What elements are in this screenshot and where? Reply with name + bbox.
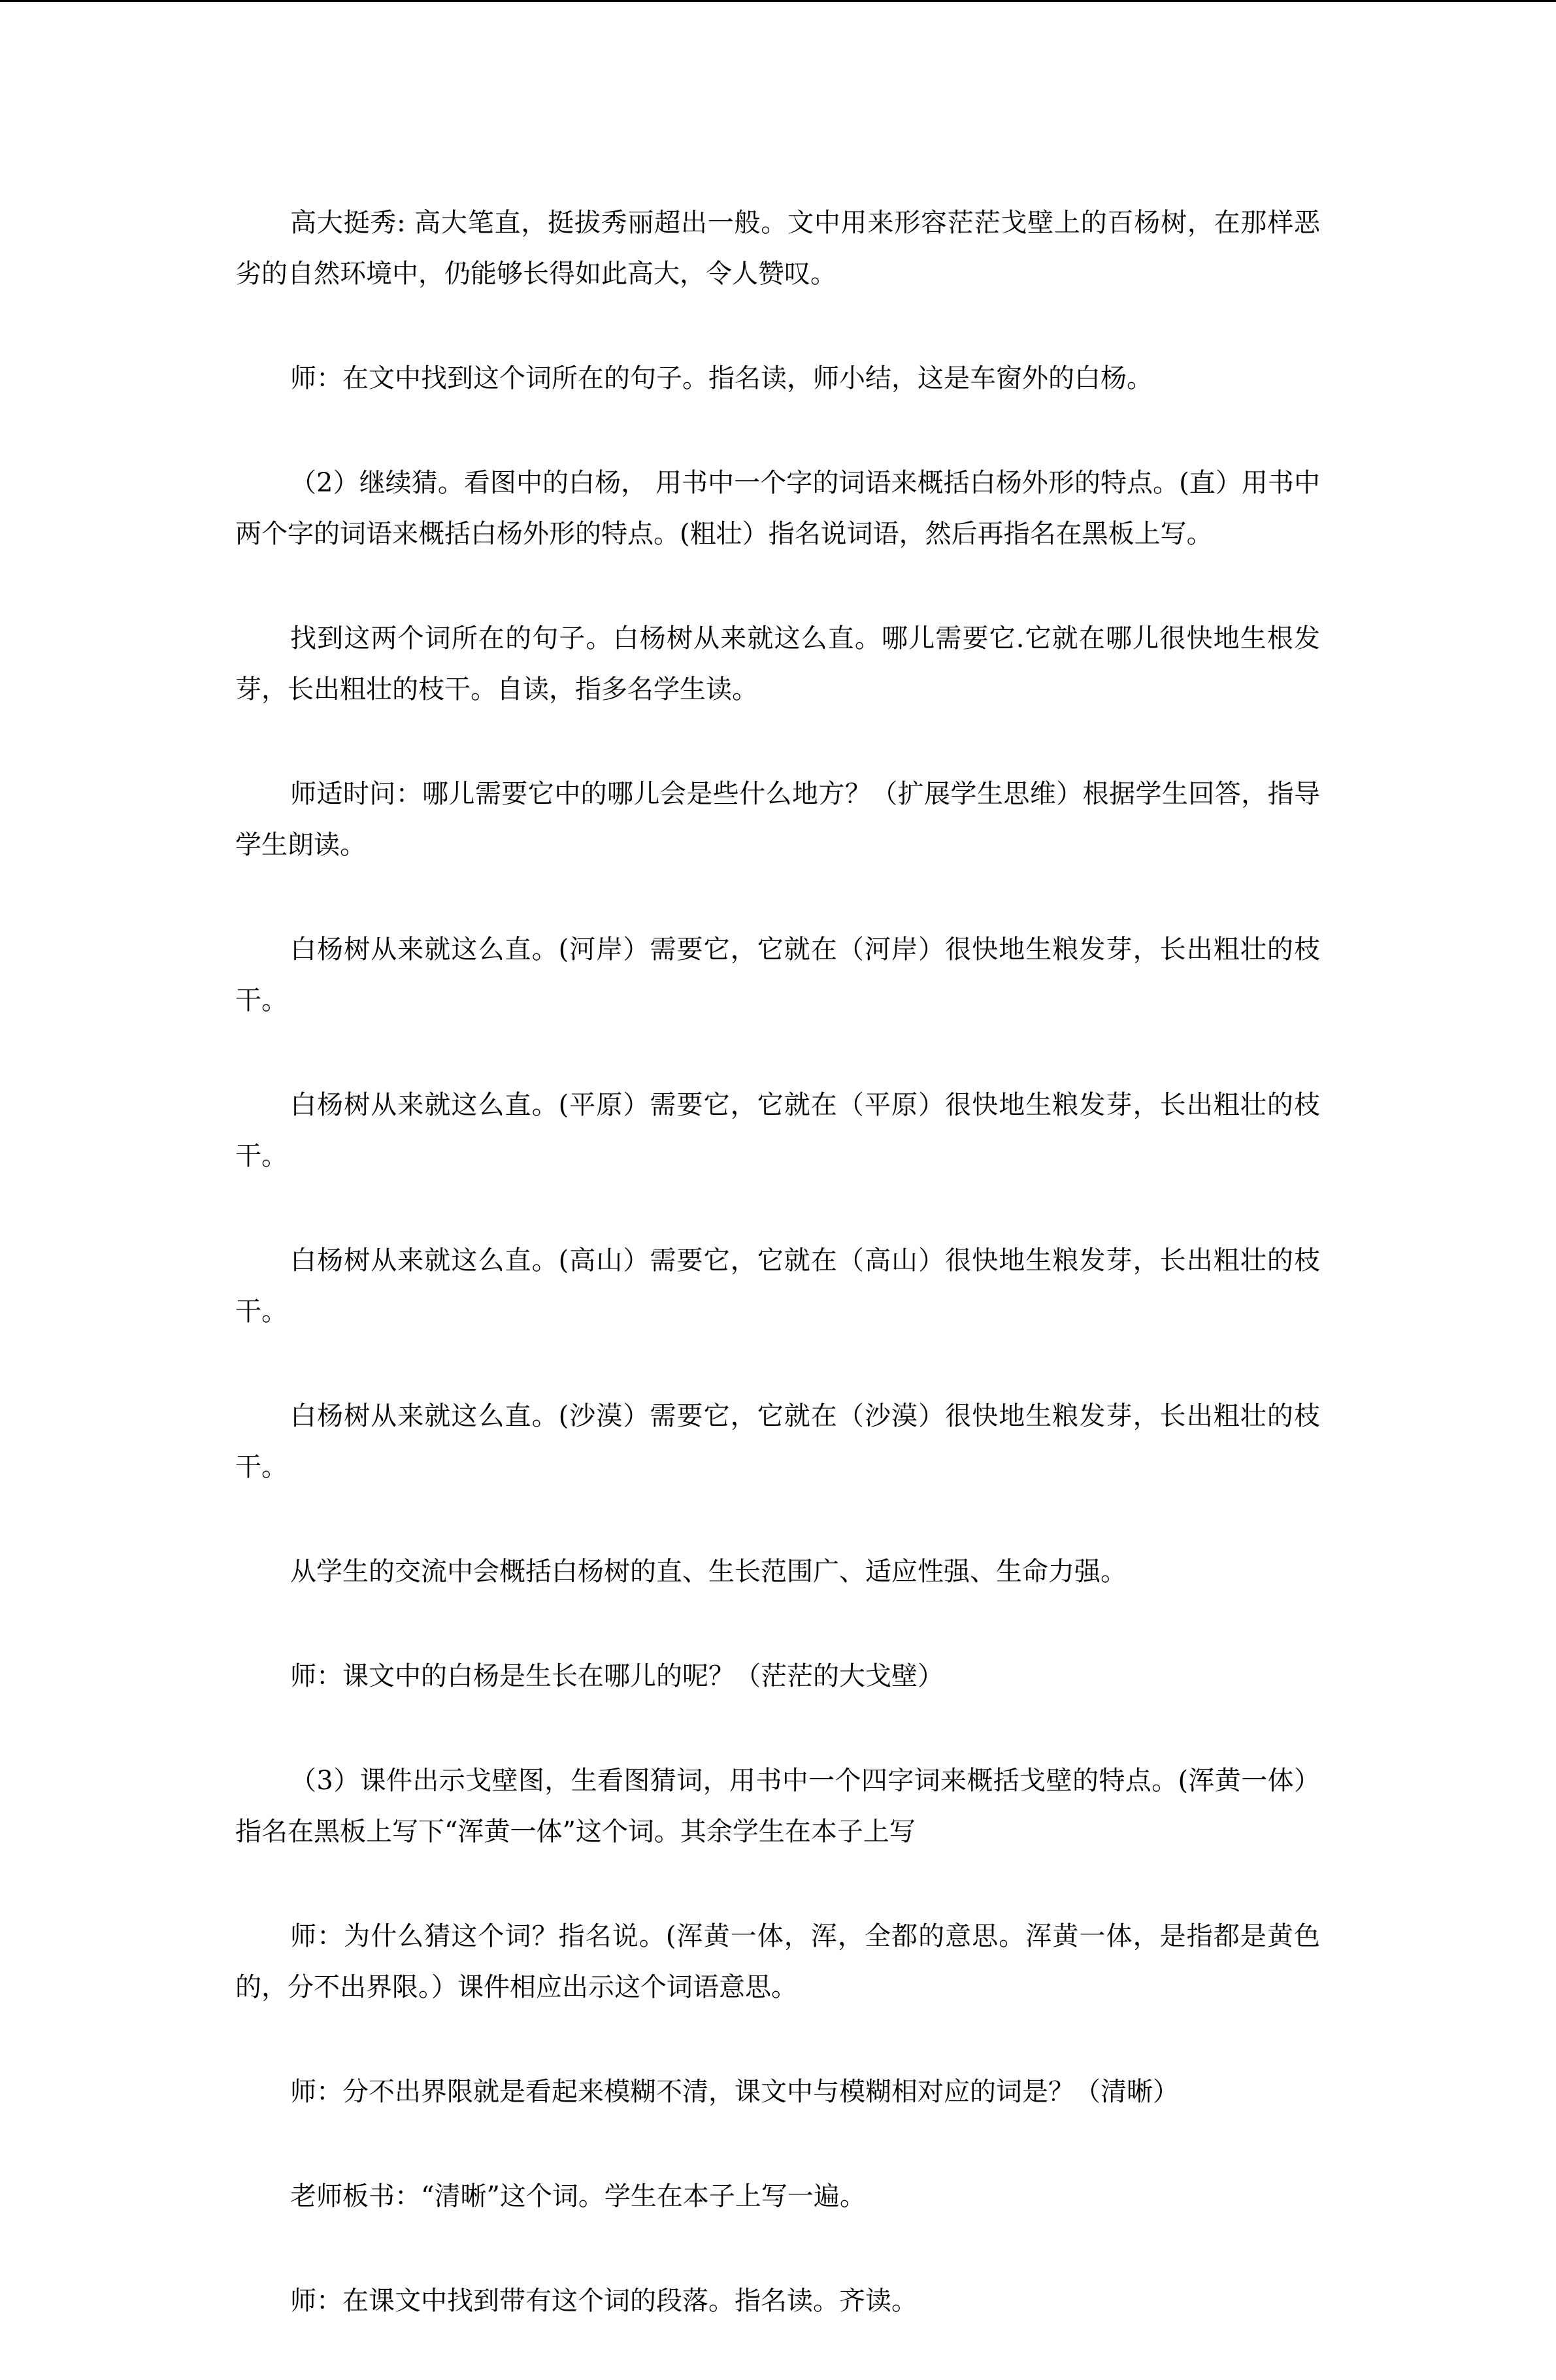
paragraph-blurry-opposite: 师：分不出界限就是看起来模糊不清，课文中与模糊相对应的词是？（清晰） [290,2077,1179,2107]
paragraph-find-paragraph: 师：在课文中找到带有这个词的段落。指名读。齐读。 [290,2286,918,2316]
page-top-border [0,0,1556,2]
paragraph-gaoda-tingxiu: 高大挺秀: 高大笔直，挺拔秀丽超出一般。文中用来形容茫茫戈壁上的百杨树，在那样恶劣的自然环境中，仍能够长得如此高大，令人赞叹。 [235,208,1320,289]
paragraph-find-two-words: 找到这两个词所在的句子。白杨树从来就这么直。哪儿需要它.它就在哪儿很快地生根发芽，长出粗壮的枝干。自读，指多名学生读。 [235,623,1320,704]
paragraph-blackboard: 老师板书：“清晰”这个词。学生在本子上写一遍。 [290,2181,866,2211]
paragraph-why-guess: 师：为什么猜这个词？指名说。(浑黄一体，浑，全都的意思。浑黄一体，是指都是黄色的，分不出界限。）课件相应出示这个词语意思。 [235,1921,1320,2002]
paragraph-mountain: 白杨树从来就这么直。(高山）需要它，它就在（高山）很快地生粮发芽，长出粗壮的枝干。 [235,1246,1320,1327]
paragraph-teacher-find-sentence: 师：在文中找到这个词所在的句子。指名读，师小结，这是车窗外的白杨。 [290,363,1153,393]
document-body [235,197,1320,2380]
paragraph-teacher-question: 师适时问：哪儿需要它中的哪儿会是些什么地方？（扩展学生思维）根据学生回答，指导学生朗读。 [235,779,1320,860]
paragraph-summary: 从学生的交流中会概括白杨树的直、生长范围广、适应性强、生命力强。 [290,1557,1127,1587]
paragraph-desert: 白杨树从来就这么直。(沙漠）需要它，它就在（沙漠）很快地生粮发芽，长出粗壮的枝干。 [235,1401,1320,1482]
paragraph-continue-guess: （2）继续猜。看图中的白杨， 用书中一个字的词语来概括白杨外形的特点。(直）用书中两个字的词语来概括白杨外形的特点。(粗壮）指名说词语，然后再指名在黑板上写。 [235,468,1320,549]
paragraph-gobi-image: （3）课件出示戈壁图，生看图猜词，用书中一个四字词来概括戈壁的特点。(浑黄一体）指名在黑板上写下“浑黄一体”这个词。其余学生在本子上写 [235,1766,1320,1847]
paragraph-plain: 白杨树从来就这么直。(平原）需要它，它就在（平原）很快地生粮发芽，长出粗壮的枝干。 [235,1090,1320,1171]
paragraph-riverbank: 白杨树从来就这么直。(河岸）需要它，它就在（河岸）很快地生粮发芽，长出粗壮的枝干。 [235,934,1320,1016]
paragraph-where-grows: 师：课文中的白杨是生长在哪儿的呢？（茫茫的大戈壁） [290,1661,944,1691]
